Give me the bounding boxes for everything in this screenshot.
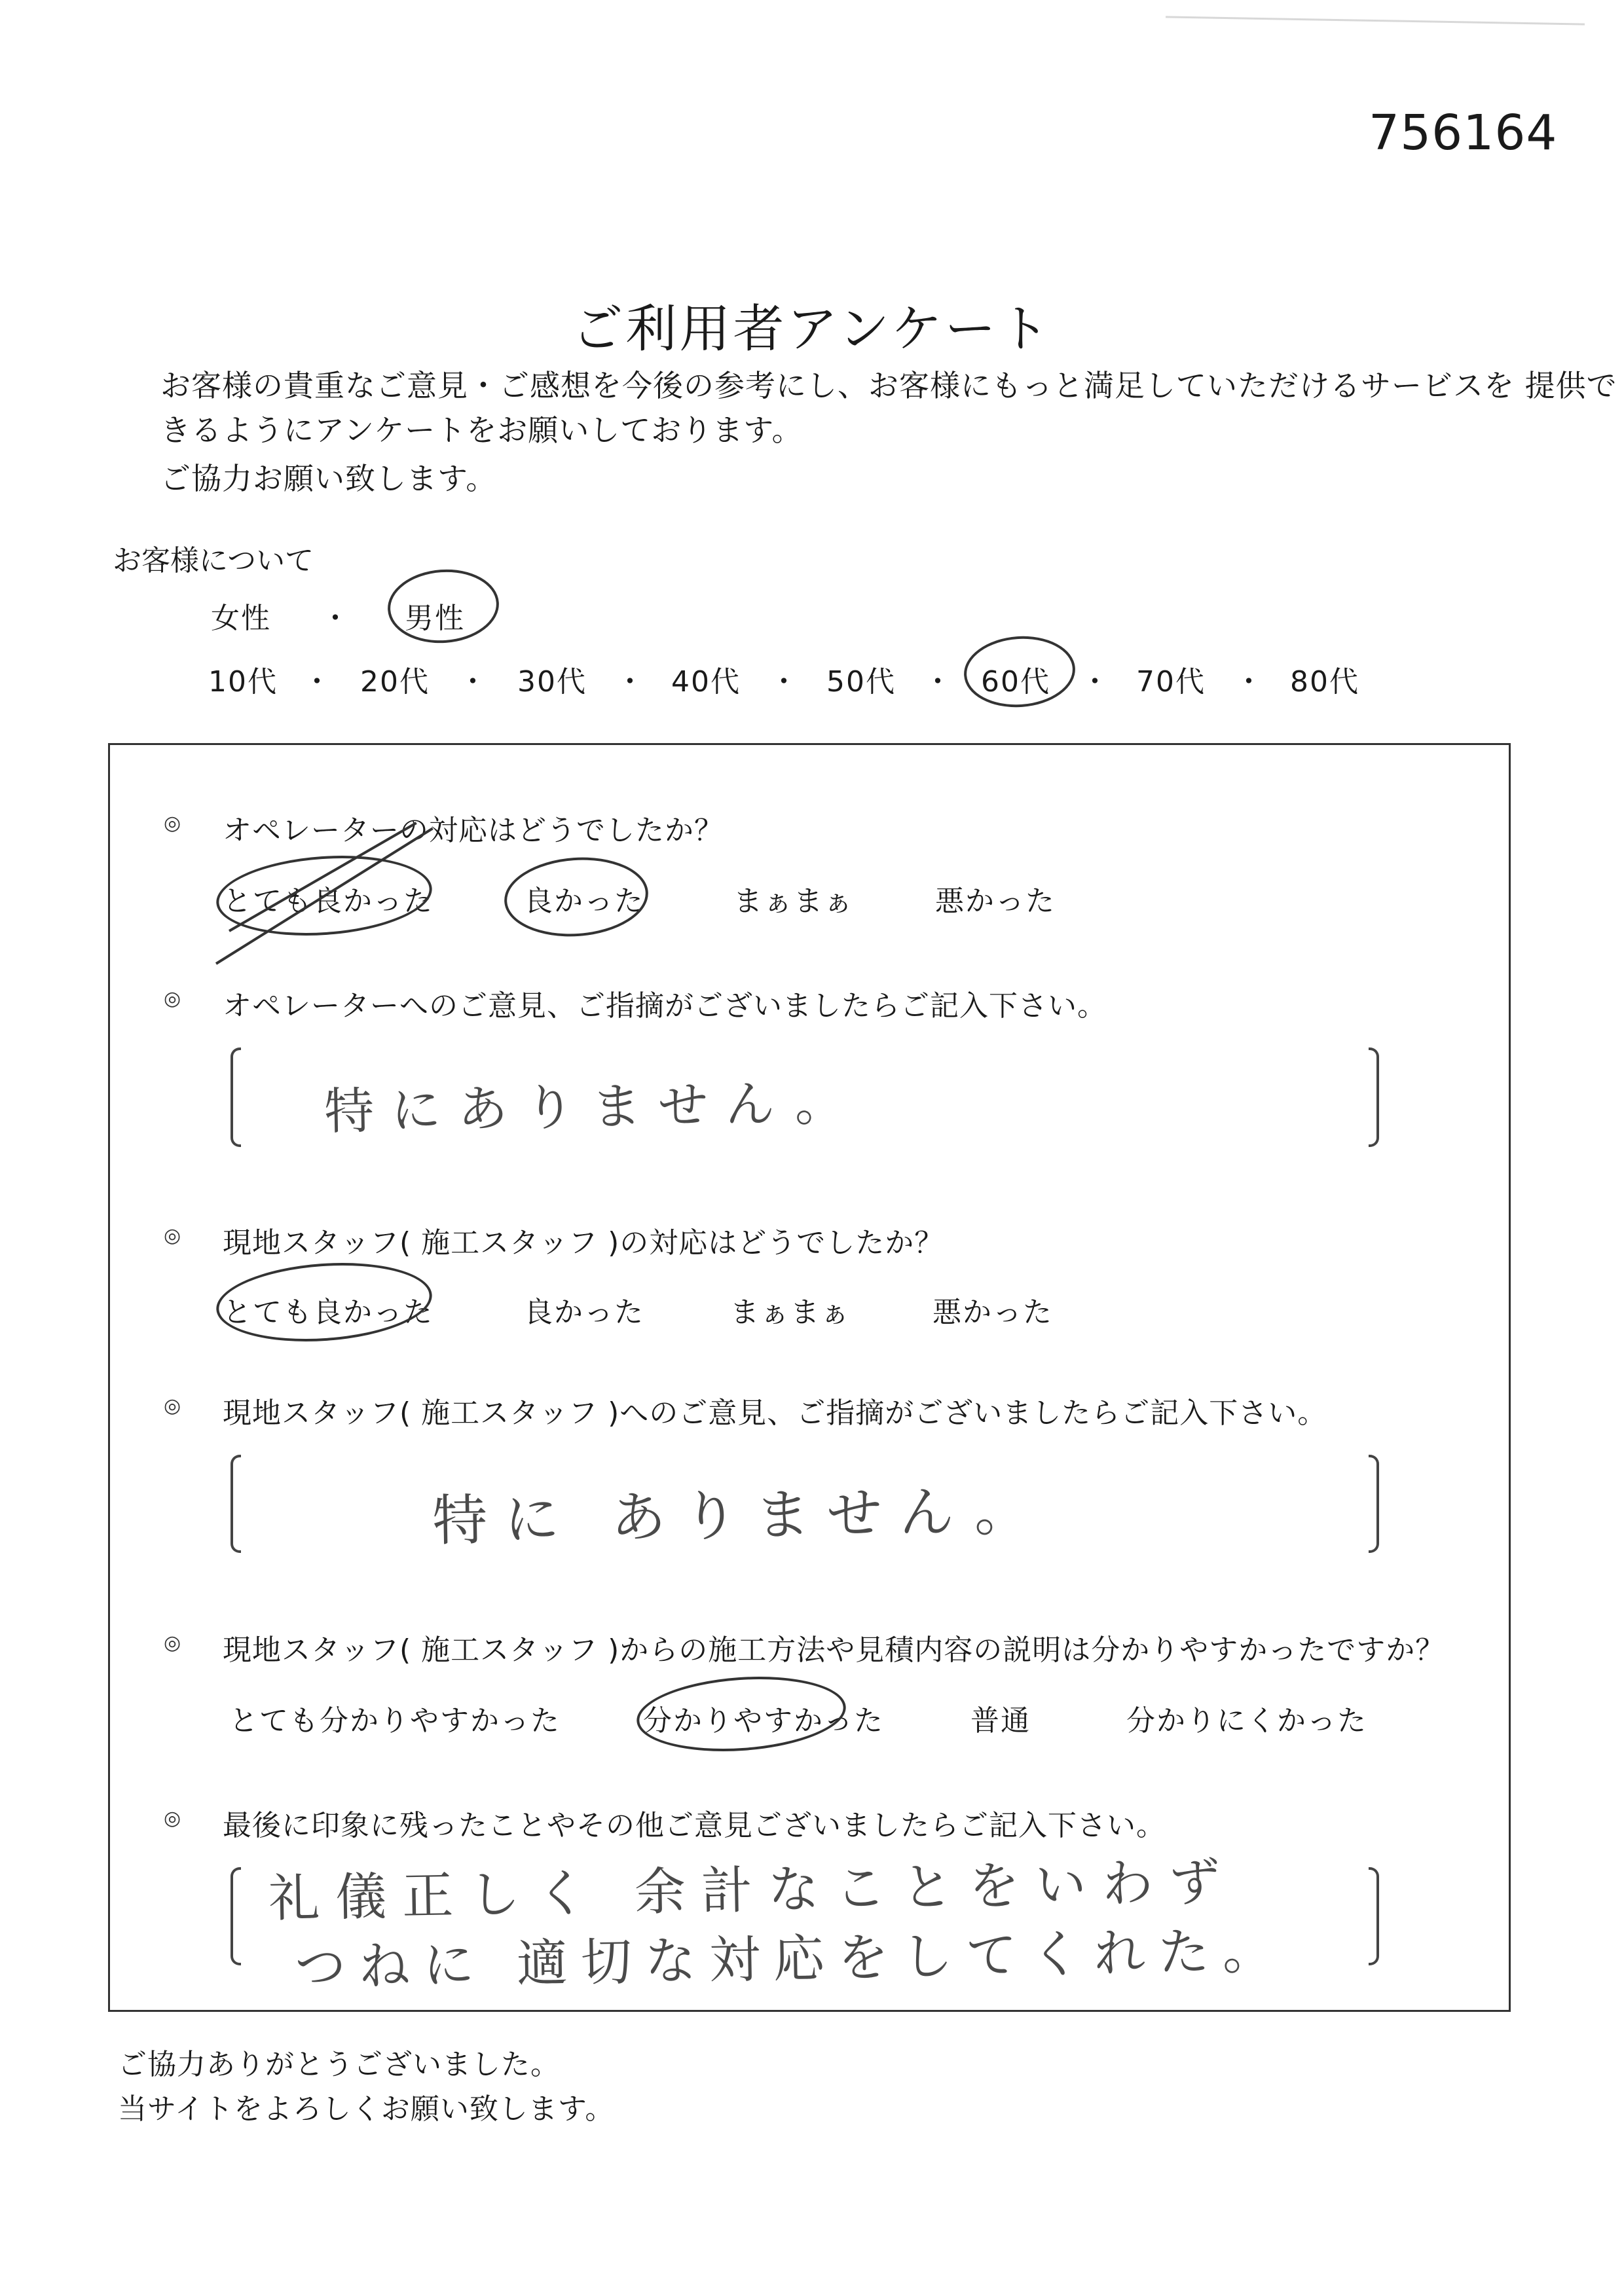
customer-section-label: お客様について [113,544,314,577]
question-bullet: ◎ [164,812,181,835]
footer-text [118,2043,614,2132]
selection-circle [961,632,1077,711]
question-6-text: 最後に印象に残ったことやその他ご意見ございましたらご記入下さい。 [223,1809,1166,1842]
q1-option-so-so[interactable]: まぁまぁ [733,884,854,918]
selection-circle [385,566,501,647]
age-option-20s[interactable]: 20代 [360,665,430,699]
intro-line-1: お客様の貴重なご意見・ご感想を今後の参考にし、お客様にもっと満足していただけるサービスを 提供で [160,368,1617,403]
question-bullet: ◎ [164,1394,181,1417]
separator: ・ [303,665,331,699]
age-option-10s[interactable]: 10代 [208,665,278,699]
gender-option-male[interactable]: 男性 [405,602,465,635]
age-option-80s[interactable]: 80代 [1290,665,1359,699]
q1-option-very-good[interactable]: とても良かった [223,884,434,918]
q3-option-very-good[interactable]: とても良かった [223,1296,434,1329]
separator: ・ [769,665,798,699]
q5-option-very-clear[interactable]: とても分かりやすかった [229,1704,561,1738]
question-4-text: 現地スタッフ( 施工スタッフ )へのご意見、ご指摘がございましたらご記入下さい。 [223,1396,1327,1430]
footer-line-1: ご協力ありがとうございました。 [118,2048,560,2081]
question-bullet: ◎ [164,1631,181,1654]
q5-option-unclear[interactable]: 分かりにくかった [1126,1704,1367,1738]
answer-bracket-left [231,1455,241,1553]
q6-handwritten-answer-line-2: つねに 適切な対応をしてくれた。 [294,1921,1287,1998]
q6-handwritten-answer-line-1: 礼儀正しく 余計なことをいわず [268,1853,1236,1929]
age-option-40s[interactable]: 40代 [671,665,741,699]
q1-option-good[interactable]: 良かった [524,884,644,918]
separator: ・ [1080,665,1109,699]
separator: ・ [321,602,350,635]
intro-text [160,363,1617,501]
question-bullet: ◎ [164,987,181,1010]
question-bullet: ◎ [164,1807,181,1830]
document-id: 756164 [1369,105,1558,161]
separator: ・ [923,665,952,699]
intro-line-3: ご協力お願い致します。 [160,461,497,496]
gender-option-female[interactable]: 女性 [211,602,271,635]
question-bullet: ◎ [164,1224,181,1247]
question-3-text: 現地スタッフ( 施工スタッフ )の対応はどうでしたか？ [223,1226,944,1260]
answer-bracket-right [1369,1048,1379,1147]
answer-bracket-right [1369,1867,1379,1965]
q3-option-so-so[interactable]: まぁまぁ [730,1296,851,1329]
q4-handwritten-answer: 特に ありません。 [432,1478,1047,1554]
age-option-60s[interactable]: 60代 [981,665,1050,699]
q5-option-clear[interactable]: 分かりやすかった [643,1704,884,1738]
answer-bracket-right [1369,1455,1379,1553]
answer-bracket-left [231,1867,241,1965]
q3-option-bad[interactable]: 悪かった [932,1296,1053,1329]
page-title: ご利用者アンケート [572,300,1052,359]
q3-option-good[interactable]: 良かった [524,1296,644,1329]
separator: ・ [1234,665,1263,699]
age-option-50s[interactable]: 50代 [826,665,896,699]
separator: ・ [458,665,487,699]
separator: ・ [616,665,644,699]
question-1-text: オペレーターの対応はどうでしたか？ [223,814,724,847]
age-option-30s[interactable]: 30代 [517,665,587,699]
question-2-text: オペレーターへのご意見、ご指摘がございましたらご記入下さい。 [223,989,1107,1023]
age-option-70s[interactable]: 70代 [1136,665,1206,699]
scan-artifact-line [1166,16,1585,25]
answer-bracket-left [231,1048,241,1147]
q1-option-bad[interactable]: 悪かった [935,884,1056,918]
question-5-text: 現地スタッフ( 施工スタッフ )からの施工方法や見積内容の説明は分かりやすかったですか？ [223,1633,1445,1667]
footer-line-2: 当サイトをよろしくお願い致します。 [118,2092,615,2126]
intro-line-2: きるようにアンケートをお願いしております。 [160,412,803,448]
q2-handwritten-answer: 特にありません。 [323,1072,862,1141]
q5-option-average[interactable]: 普通 [970,1704,1031,1738]
